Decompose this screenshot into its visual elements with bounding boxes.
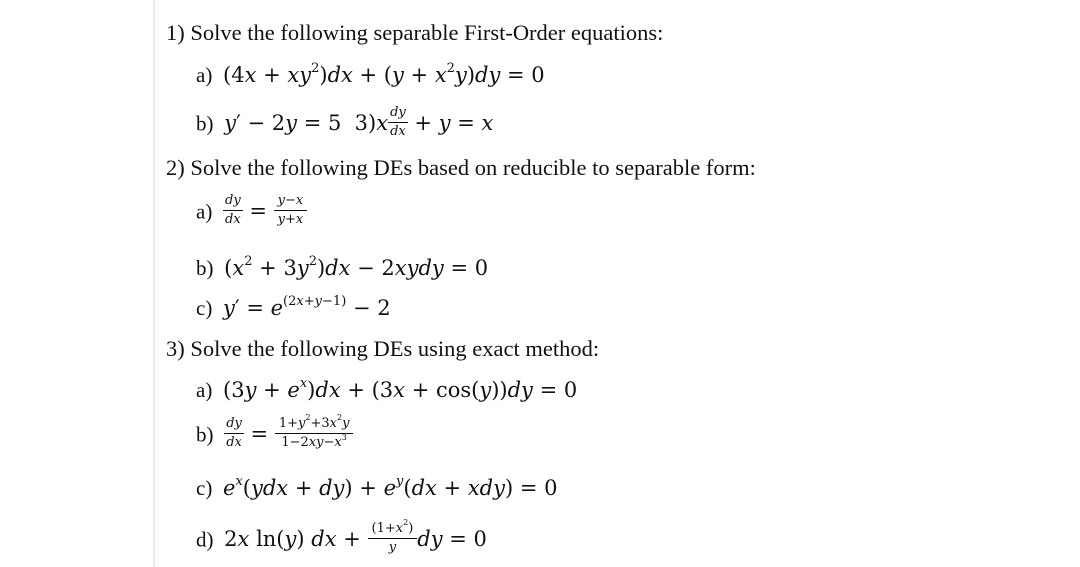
fraction-dy-dx: $\frac{dy}{dx}$ — [390, 105, 406, 140]
fraction-one-plus-x-squared-over-y: $\frac{(1+x^2)}{y}$ — [368, 522, 418, 556]
section-1-number: 1) — [166, 20, 185, 45]
section-1-title: Solve the following separable First-Order equations: — [190, 20, 664, 45]
problem-2a-equation: $\frac{dy}{dx}$ = $\frac{y-x}{y+x}$ — [216, 199, 307, 223]
section-2-title: Solve the following DEs based on reducible to separable form: — [190, 155, 756, 180]
problem-3d-equation: 2x ln(y) dx + $\frac{(1+x^2)}{y}$ dy = 0 — [217, 518, 487, 556]
problem-3a — [196, 378, 577, 403]
problem-2b-label: b) — [196, 256, 214, 280]
problem-3a-label: a) — [196, 378, 213, 402]
problem-2b-equation: $(x^2 + 3y^2)dx$ − 2xydy = 0 — [217, 254, 489, 280]
fraction-exact-rhs: $\frac{1+y^2+3x^2y}{1-2xy-x^3}$ — [275, 417, 354, 451]
problem-1b-label: b) — [196, 111, 214, 136]
section-1-heading — [166, 20, 663, 46]
page-edge — [153, 0, 155, 567]
problem-2c — [196, 296, 391, 321]
problem-3c — [196, 476, 557, 501]
problem-3b-equation: $\frac{dy}{dx}$ = $\frac{1+y^2+3x^2y}{1-2xy-x^3}$ — [218, 422, 354, 446]
problem-3d — [196, 518, 487, 558]
problem-2c-label: c) — [196, 296, 213, 320]
section-2-number: 2) — [166, 155, 185, 180]
problem-1a-equation: $(4x + xy^2)dx + (y + x^2y)dy = 0$ — [216, 61, 545, 87]
problem-2a — [196, 193, 307, 230]
problem-1a-label: a) — [196, 63, 213, 87]
fraction-dy-dx: $\frac{dy}{dx}$ — [225, 193, 241, 228]
problem-2a-label: a) — [196, 199, 213, 224]
problem-1b — [196, 105, 494, 142]
section-3-heading — [166, 336, 599, 362]
problem-3b-label: b) — [196, 422, 214, 447]
fraction-y-minus-x-over-y-plus-x: $\frac{y-x}{y+x}$ — [274, 194, 308, 228]
section-3-title: Solve the following DEs using exact method: — [190, 336, 600, 361]
fraction-dy-dx: $\frac{dy}{dx}$ — [226, 416, 242, 451]
problem-2c-equation: $y' = e^{(2x+y-1)} - 2$ — [223, 294, 391, 320]
section-3-number: 3) — [166, 336, 185, 361]
problem-1b-equation: y′ − 2y = 5 3)x $\frac{dy}{dx}$ + y = x — [224, 105, 494, 140]
problem-3d-label: d) — [196, 527, 214, 552]
problem-3a-equation: $(3y + e^x)dx + (3x + \cos(y))dy = 0$ — [216, 376, 578, 402]
problem-2b — [196, 256, 488, 281]
problem-3c-label: c) — [196, 476, 213, 500]
section-2-heading — [166, 155, 756, 181]
problem-3b — [196, 413, 353, 453]
problem-1a — [196, 63, 545, 88]
problem-3c-equation: $e^x(ydx + dy) + e^y(dx + xdy) = 0$ — [223, 474, 558, 500]
